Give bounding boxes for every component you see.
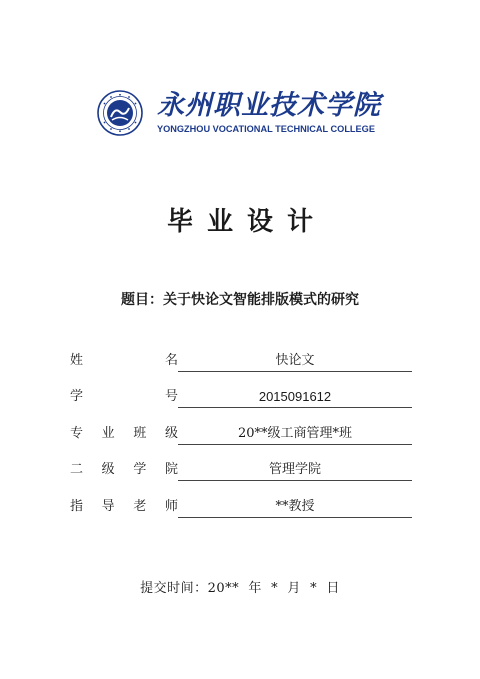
field-row-class: [70, 424, 412, 446]
label-char: 导: [101, 499, 115, 514]
label-char: 学: [133, 462, 147, 477]
label-char: 师: [164, 499, 178, 514]
field-row-advisor: [70, 497, 412, 519]
label-char: 级: [101, 462, 115, 477]
field-row-college: [70, 460, 412, 482]
thesis-subject: [0, 289, 480, 309]
label-char: 姓: [70, 353, 84, 368]
submission-date: 提交时间：20** 年 * 月 * 日: [140, 581, 340, 596]
college-name-english: YONGZHOU VOCATIONAL TECHNICAL COLLEGE: [157, 124, 375, 134]
label-char: 学: [70, 389, 84, 404]
college-name-chinese: 永州职业技术学院: [157, 90, 381, 121]
label-char: 指: [70, 499, 84, 514]
subject-text: 关于快论文智能排版模式的研究: [163, 292, 359, 308]
label-char: 班: [133, 426, 147, 441]
document-title: 毕业设计: [166, 207, 327, 237]
label-char: 二: [70, 462, 84, 477]
label-char: 号: [164, 389, 178, 404]
field-value-class: 20**级工商管理*班: [178, 424, 412, 445]
label-char: 级: [164, 426, 178, 441]
college-logo: [97, 90, 382, 138]
field-row-student-id: [70, 387, 412, 409]
field-value-advisor: **教授: [178, 497, 412, 518]
subject-prefix: 题目：: [121, 292, 163, 308]
label-char: 专: [70, 426, 84, 441]
field-value-college: 管理学院: [178, 460, 412, 481]
field-row-name: [70, 351, 412, 373]
label-char: 业: [101, 426, 115, 441]
field-label: [70, 387, 178, 407]
field-value-student-id: 2015091612: [178, 387, 412, 408]
field-label: [70, 497, 178, 517]
field-value-name: 快论文: [178, 351, 412, 372]
field-label: [70, 424, 178, 444]
label-char: 名: [164, 353, 178, 368]
label-char: 老: [133, 499, 147, 514]
college-seal-icon: [97, 90, 143, 136]
field-label: [70, 460, 178, 480]
field-label: [70, 351, 178, 371]
label-char: 院: [164, 462, 178, 477]
